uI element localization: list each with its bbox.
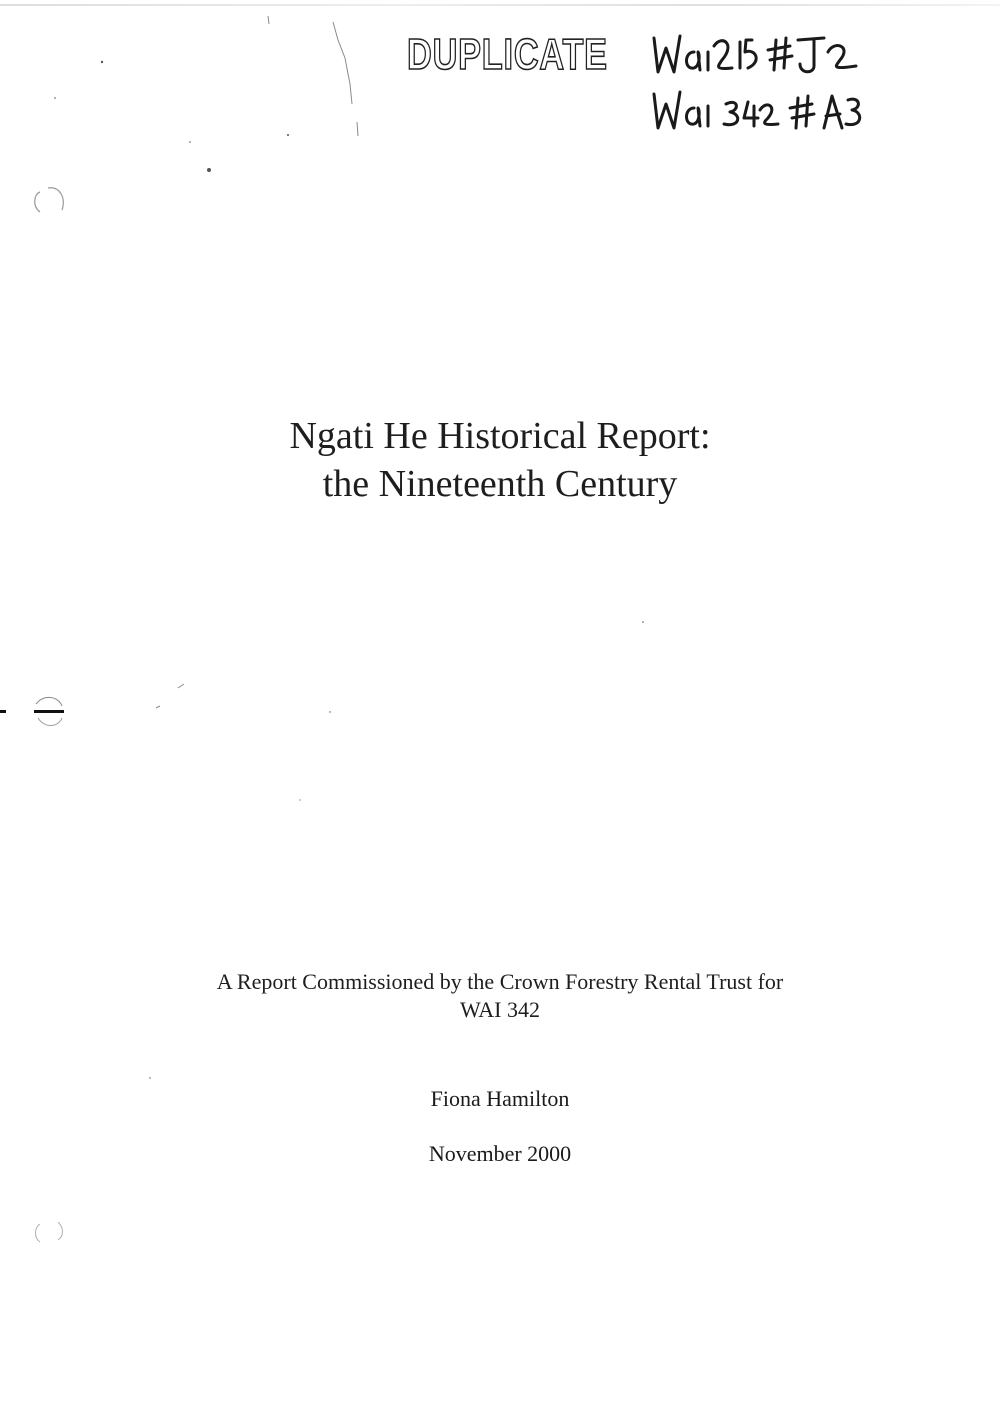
duplicate-stamp: DUPLICATE	[407, 30, 608, 79]
author-name: Fiona Hamilton	[430, 1086, 570, 1111]
report-title	[0, 412, 1000, 508]
scan-top-edge	[0, 4, 1000, 6]
fold-marks	[156, 16, 358, 708]
report-date: November 2000	[428, 1141, 572, 1166]
hole-punch-middle	[0, 697, 64, 725]
title-line-1: Ngati He Historical Report:	[289, 415, 711, 457]
commission-line-1: A Report Commissioned by the Crown Forestry Rental Trust for	[216, 969, 784, 994]
specks	[54, 61, 644, 1079]
hole-punch-bottom	[36, 1222, 63, 1242]
commission-statement	[0, 968, 1000, 1024]
commission-line-2: WAI 342	[459, 997, 541, 1022]
hole-punch-top	[35, 188, 64, 212]
title-line-2: the Nineteenth Century	[322, 463, 678, 505]
handwritten-reference-annotation	[648, 26, 888, 136]
